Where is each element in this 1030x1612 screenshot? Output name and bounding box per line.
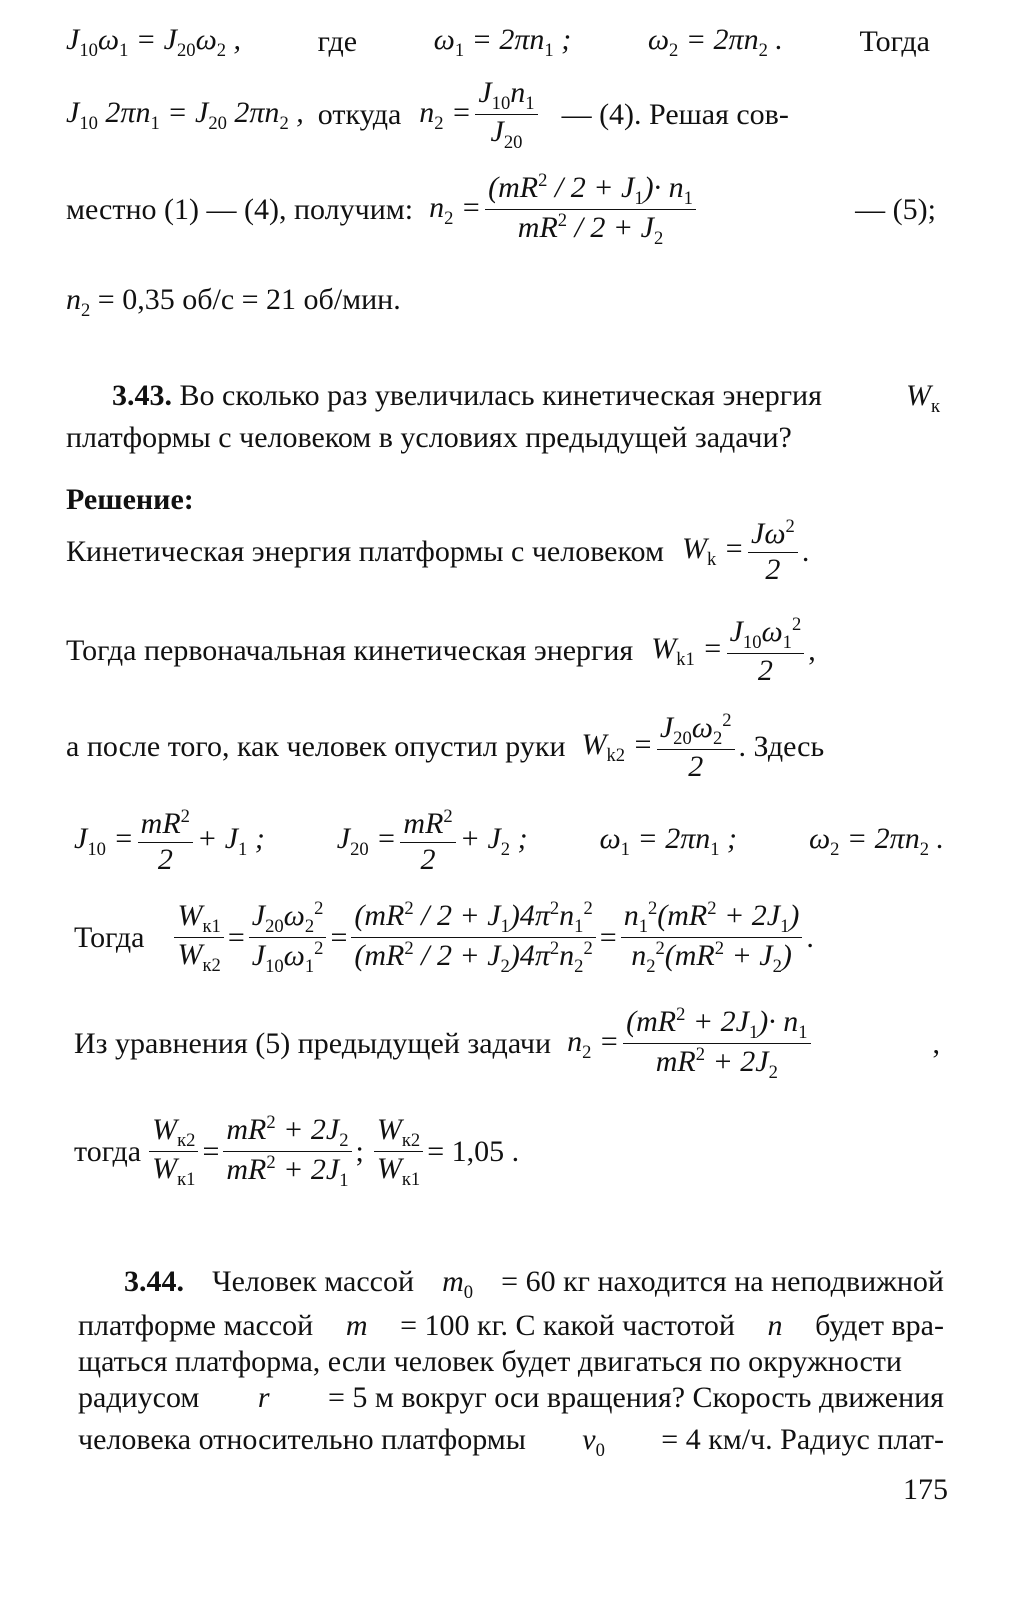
solution-from5: Из уравнения (5) предыдущей задачи [74, 1026, 552, 1060]
frac-wk-jw2-2: $\frac{J\omega^2}{2}$ [748, 516, 798, 587]
problem-344-l4b: = 5 м вокруг оси вращения? Скорость движения [327, 1381, 944, 1414]
solution-text-3: а после того, как человек опустил руки [66, 730, 566, 764]
solution-line-6: Из уравнения (5) предыдущей задачи $n_2$ = $\frac{(mR^2 + 2J_1)\cdot n_1}{mR^2 + 2J_2}$ , [74, 1004, 940, 1084]
eq-n2-lhs: $n_2$ = [419, 95, 472, 134]
page-number: 175 [903, 1473, 948, 1506]
solution-result: = 1,05 . [427, 1134, 520, 1168]
word-gde: где [317, 25, 358, 59]
text-mestno: местно (1) — (4), получим: [66, 192, 414, 226]
problem-344-line-4: радиусом r = 5 м вокруг оси вращения? Скорость движения [78, 1381, 944, 1414]
eq-omega2-b: $\omega_2 = 2\pi n_2$ . [808, 822, 944, 861]
problem-344-l5b: = 4 км/ч. Радиус плат- [661, 1423, 944, 1456]
frac-wk1: $\frac{J_{10}\omega_1^2}{2}$ [727, 614, 805, 689]
text-dash4: — (4). Решая сов- [561, 97, 789, 131]
problem-344-l1b: = 60 кг находится на неподвижной [501, 1265, 944, 1298]
problem-344-line-5: человека относительно платформы $v_0$ = 4 км/ч. Радиус плат- [78, 1423, 944, 1461]
frac-n2-j10n1-j20: $\frac{J_{10}n_1}{J_{20}}$ [475, 76, 537, 154]
solution-zdes: . Здесь [738, 730, 825, 764]
eq-j20: $J_{20}$ = $\frac{mR^2}{2}$ + $J_2$ ; [336, 806, 528, 876]
symbol-wk: $W_к$ [905, 379, 940, 417]
frac-wk1-wk2: $\frac{W_{к1}}{W_{к2}}$ [174, 899, 223, 977]
frac-energy-ratio-2: $\frac{(mR^2 / 2 + J_1)4\pi^2n_1^2}{(mR^2 / 2 + J_2)4\pi^2n_2^2}$ [351, 898, 595, 978]
solution-heading: Решение: [66, 483, 194, 516]
text-dash5: — (5); [855, 192, 936, 226]
problem-344-line-3 [78, 1344, 902, 1380]
prev-line-2 [66, 76, 936, 154]
frac-final-ratio: $\frac{mR^2 + 2J_2}{mR^2 + 2J_1}$ [223, 1112, 351, 1192]
word-otkuda: откуда [317, 97, 402, 131]
problem-344-l2a: платформе массой [78, 1309, 314, 1342]
problem-343-text-2: платформы с человеком в условиях предыдущей задачи? [66, 421, 792, 454]
prev-line-1 [66, 22, 930, 62]
eq-j10: $J_{10}$ = $\frac{mR^2}{2}$ + $J_1$ ; [74, 806, 265, 876]
solution-line-4 [74, 806, 944, 877]
solution-text-1: Кинетическая энергия платформы с человеком [66, 534, 664, 568]
problem-344-l4a: радиусом [78, 1381, 200, 1414]
eq-omega2: $\omega_2 = 2\pi n_2$ . [647, 23, 783, 61]
eq-n2-lhs-2: $n_2$ = [429, 190, 482, 229]
problem-343-line-1 [112, 378, 940, 418]
solution-togda2: тогда [74, 1134, 142, 1168]
solution-line-5: Тогда $\frac{W_{к1}}{W_{к2}}$ = $\frac{J_{20}\omega_2^2}{J_{10}\omega_1^2}$ = $\frac{(mR^2 / 2 + J_1)4\pi^2n_1^2}{(mR^2 / 2 + J_2)4\pi^2n_2^2}$ = $\frac{n_1^2(mR^2 + 2J_1)}{n_2^2(mR^2 + J_2)}$ . [74, 898, 814, 978]
frac-wk2-wk1: $\frac{W_{к2}}{W_{к1}}$ [149, 1113, 198, 1191]
frac-energy-ratio-1: $\frac{J_{20}\omega_2^2}{J_{10}\omega_1^2}$ [249, 898, 327, 978]
word-togda: Тогда [859, 25, 930, 59]
problem-344-line-1: 3.44. Человек массой $m_0$ = 60 кг находится на неподвижной [124, 1265, 944, 1303]
problem-344-l2c: будет вра- [815, 1309, 944, 1342]
eq-j-2pi-n: $J_{10}$ $2\pi n_1 = J_{20}$ $2\pi n_2$ , [66, 95, 304, 134]
problem-343-line-2 [66, 420, 792, 456]
problem-344-line-2: платформе массой m = 100 кг. С какой частотой n будет вра- [78, 1309, 944, 1342]
prev-line-3 [66, 170, 936, 250]
prev-result: = 0,35 об/с = 21 об/мин. [97, 283, 401, 316]
problem-344-l2b: = 100 кг. С какой частотой [400, 1309, 735, 1342]
frac-energy-ratio-3: $\frac{n_1^2(mR^2 + 2J_1)}{n_2^2(mR^2 + J_2)}$ [621, 898, 803, 978]
frac-n2-formula5-full: $\frac{(mR^2 + 2J_1)\cdot n_1}{mR^2 + 2J_2}$ [623, 1004, 810, 1084]
eq-omega1-b: $\omega_1 = 2\pi n_1$ ; [599, 822, 738, 861]
solution-line-3: а после того, как человек опустил руки $W_{k2}$ = $\frac{J_{20}\omega_2^2}{2}$ . Здесь [66, 710, 825, 784]
solution-line-2: Тогда первоначальная кинетическая энергия $W_{k1}$ = $\frac{J_{10}\omega_1^2}{2}$ , [66, 614, 816, 688]
solution-togda: Тогда [74, 920, 145, 954]
frac-wk2: $\frac{J_{20}\omega_2^2}{2}$ [657, 710, 735, 785]
solution-line-7: тогда $\frac{W_{к2}}{W_{к1}}$ = $\frac{mR^2 + 2J_2}{mR^2 + 2J_1}$ ; $\frac{W_{к2}}{W_{к1}}$ = 1,05 . [74, 1112, 520, 1192]
problem-344-number: 3.44. [124, 1265, 184, 1298]
eq-omega1: $\omega_1 = 2\pi n_1$ ; [433, 23, 572, 61]
solution-text-2: Тогда первоначальная кинетическая энергия [66, 634, 634, 668]
problem-344-l1a: Человек массой [212, 1265, 415, 1298]
solution-line-1: Кинетическая энергия платформы с человеком $W_k$ = $\frac{J\omega^2}{2}$ . [66, 516, 810, 586]
problem-344-l3: щаться платформа, если человек будет двигаться по окружности [78, 1345, 902, 1378]
problem-343-number: 3.43. [112, 379, 172, 412]
problem-344-l5a: человека относительно платформы [78, 1423, 526, 1456]
eq-momentum-conservation: $J_{10}\omega_1 = J_{20}\omega_2$ , [66, 23, 242, 61]
frac-n2-formula5: $\frac{(mR^2 / 2 + J_1)\cdot n_1}{mR^2 / 2 + J_2}$ [485, 170, 696, 250]
prev-result-line: $n_2 = 0,35$ об/с = 21 об/мин. [66, 283, 401, 321]
frac-wk2-wk1-b: $\frac{W_{к2}}{W_{к1}}$ [374, 1113, 423, 1191]
problem-343-text-1: Во сколько раз увеличилась кинетическая энергия [179, 379, 822, 412]
